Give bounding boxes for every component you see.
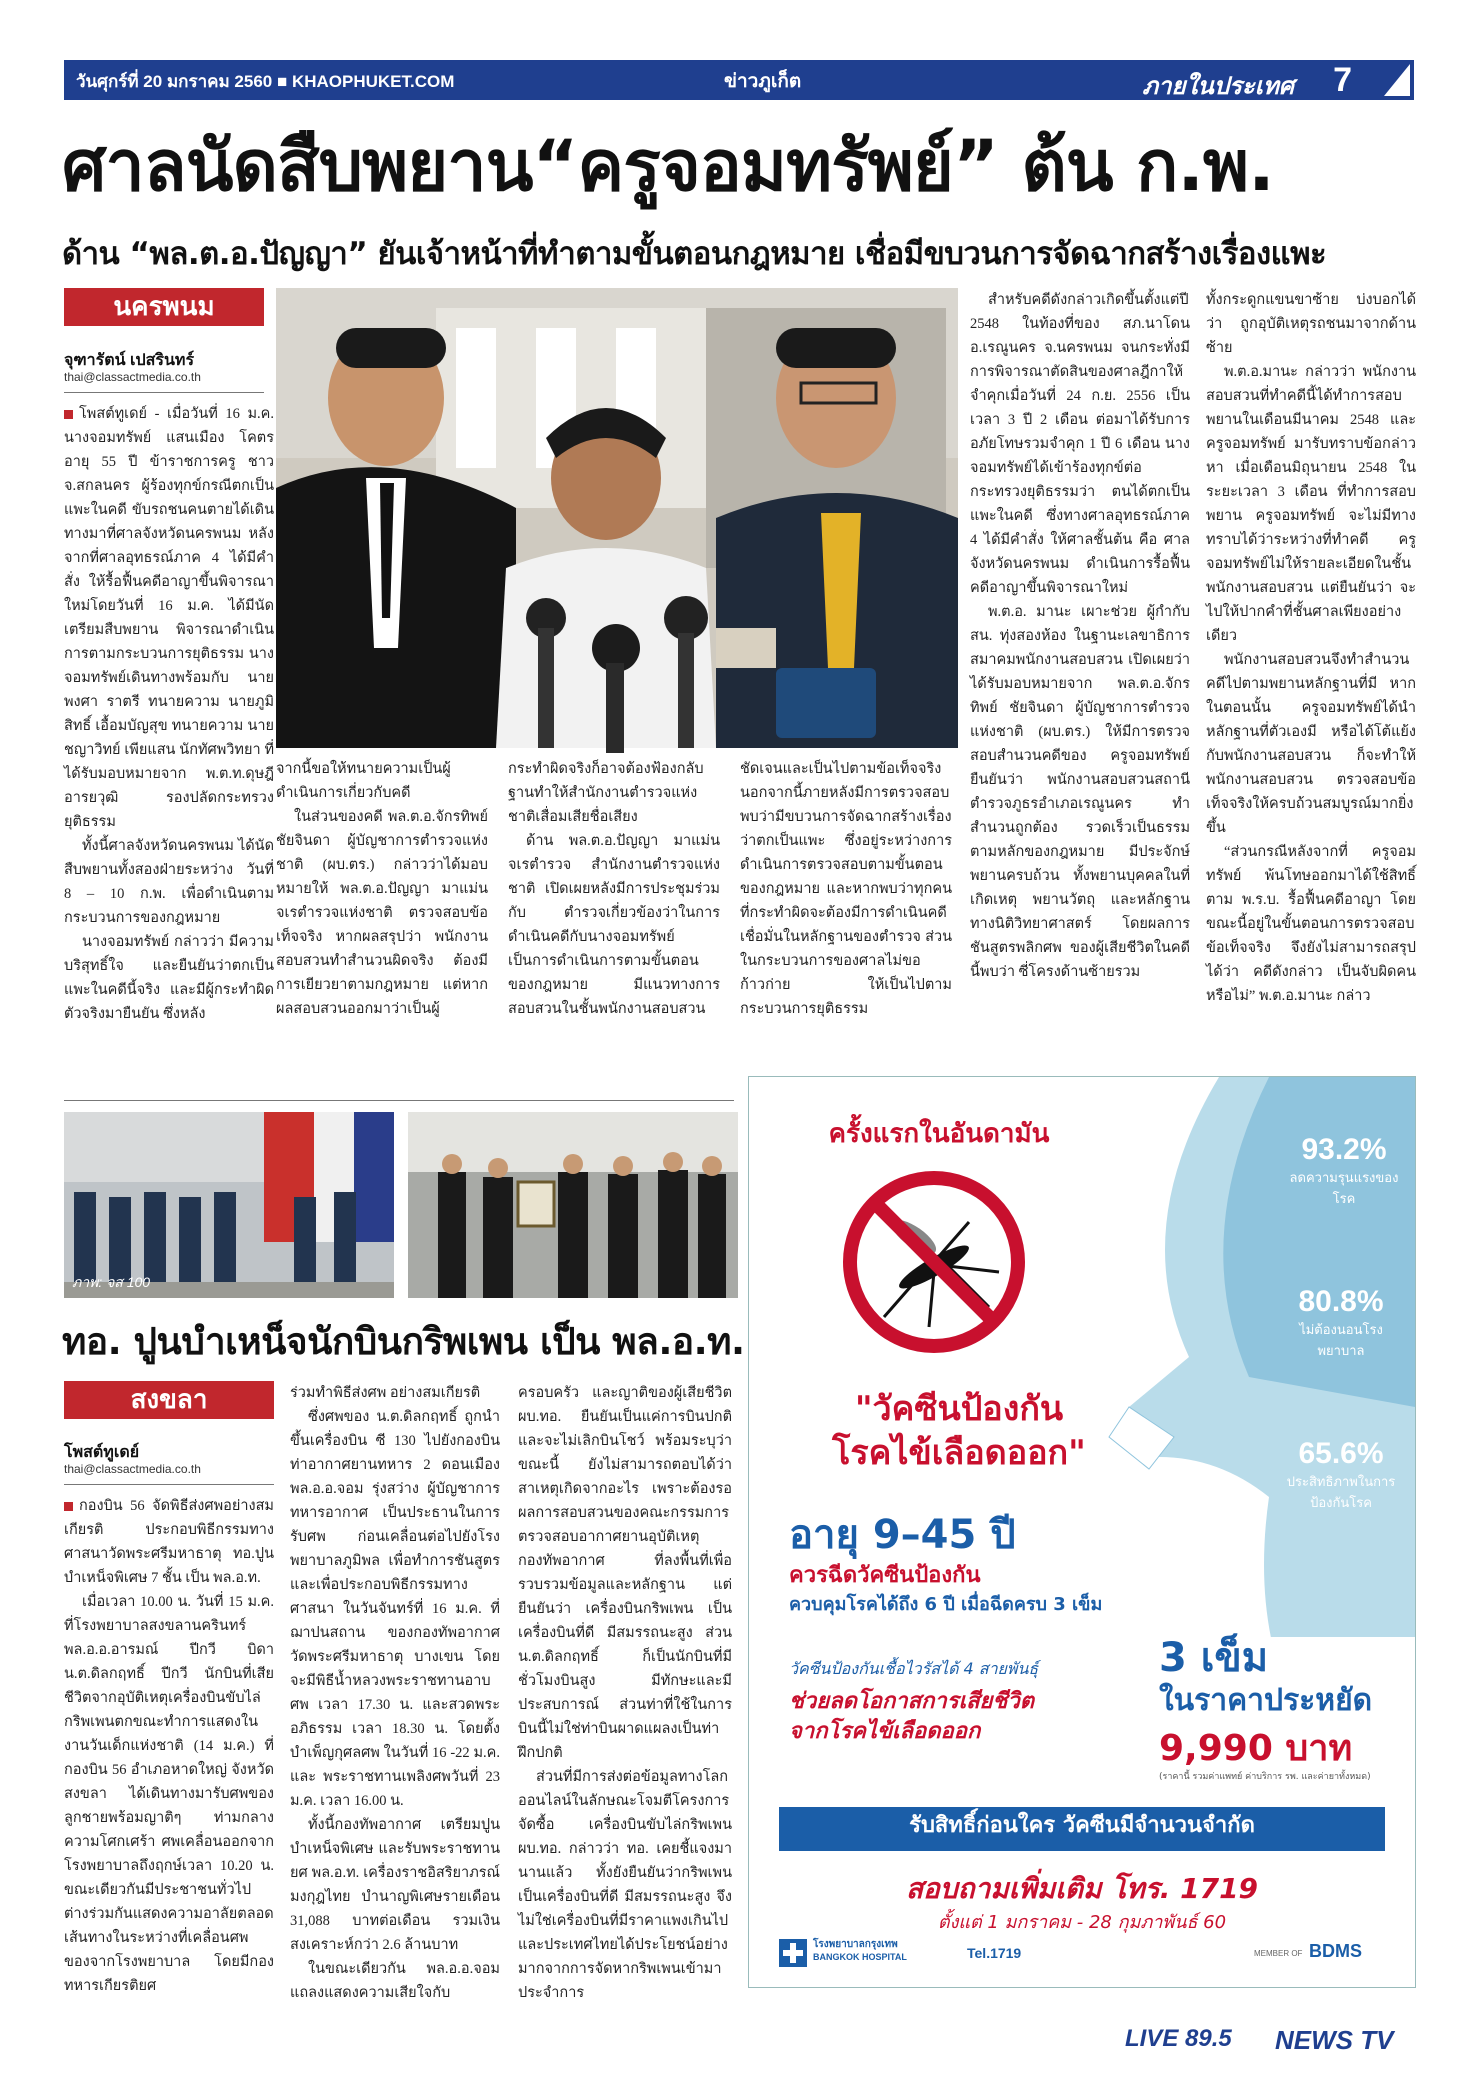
ad-contact: สอบถามเพิ่มเติม โทร. 1719 bbox=[905, 1872, 1259, 1905]
ad-stat-value: 93.2% bbox=[1301, 1133, 1387, 1166]
story1-column-3 bbox=[508, 757, 720, 1097]
corner-arrow-icon bbox=[1380, 60, 1414, 100]
bullet-square-icon bbox=[64, 410, 73, 419]
paragraph: ทั้งนี้กองทัพอากาศ เตรียมปูนบำเหน็จพิเศษ และรับพระราชทานยศ พล.อ.ท. เครื่องราชอิสริยาภรณ์ มงกุฎไทย บำนาญพิเศษรายเดือน 31,088 บาทต่อเดือน รวมเงินสงเคราะห์กว่า 2.6 ล้านบาท bbox=[290, 1817, 500, 1953]
ad-age: อายุ 9–45 ปี bbox=[789, 1512, 1016, 1558]
ad-hospital-th: โรงพยาบาลกรุงเทพ bbox=[813, 1939, 898, 1950]
paragraph: ทั้งกระดูกแขนขาซ้าย บ่งบอกได้ว่า ถูกอุบัติเหตุรถชนมาจากด้านซ้าย bbox=[1206, 292, 1416, 356]
story2-author: โพสต์ทูเดย์ bbox=[64, 1444, 140, 1461]
ad-note-3: จากโรคไข้เลือดออก bbox=[789, 1719, 981, 1744]
story1-author: จุฑารัตน์ เปสรินทร์ bbox=[64, 352, 195, 369]
ad-stat-value: 65.6% bbox=[1298, 1437, 1384, 1470]
paragraph: พนักงานสอบสวนจึงทำสำนวนคดีไปตามพยานหลักฐานที่มี หากในตอนนั้น ครูจอมทรัพย์ได้นำหลักฐานที่ตัวเองมี หรือได้โต้แย้งกับพนักงานสอบสวน ก็จะทำให้พนักงานสอบสวน ตรวจสอบข้อเท็จจริงให้ครบถ้วนสมบูรณ์มากยิ่งขึ้น bbox=[1206, 652, 1416, 836]
news-photo-honor-guard bbox=[64, 1112, 394, 1298]
story2-headline: ทอ. ปูนบำเหน็จนักบินกริพเพน เป็น พล.อ.ท. bbox=[62, 1320, 745, 1363]
hospital-logo-icon bbox=[779, 1939, 807, 1967]
paragraph: กระทำผิดจริงก็อาจต้องฟ้องกลับ ฐานทำให้สำนักงานตำรวจแห่งชาติเสื่อมเสียชื่อเสียง bbox=[508, 761, 704, 825]
header-logo: ข่าวภูเก็ต bbox=[724, 71, 802, 92]
paragraph: ทั้งนี้ศาลจังหวัดนครพนม ได้นัดสืบพยานทั้งสองฝ่ายระหว่าง วันที่ 8 – 10 ก.พ. เพื่อดำเนินตามกระบวนการของกฎหมาย bbox=[64, 838, 274, 926]
paragraph: นางจอมทรัพย์ กล่าวว่า มีความบริสุทธิ์ใจ และยืนยันว่าตกเป็นแพะในคดีนี้จริง และมีผู้กระทำผิดตัวจริงมายืนยัน ซึ่งหลัง bbox=[64, 934, 274, 1022]
news-photo-press-interview bbox=[276, 288, 958, 748]
paragraph: ชัดเจนและเป็นไปตามข้อเท็จจริง นอกจากนี้ภายหลังมีการตรวจสอบ พบว่ามีขบวนการจัดฉากสร้างเรื่องว่าตกเป็นแพะ ซึ่งอยู่ระหว่างการดำเนินการตรวจสอบตามขั้นตอนของกฎหมาย และหากพบว่าทุกคนที่กระทำผิดจะต้องมีการดำเนินคดี เชื่อมั่นในหลักฐานของตำรวจ ส่วนในกระบวนการของศาลไม่ขอก้าวก่าย ให้เป็นไปตามกระบวนการยุติธรรม bbox=[740, 761, 952, 1017]
photo-credit: ภาพ: จส 100 bbox=[72, 1274, 151, 1290]
ad-title-line1: "วัคซีนป้องกัน bbox=[854, 1389, 1064, 1429]
ad-stat bbox=[1284, 1133, 1404, 1209]
footer-radio-logo: LIVE 89.5 bbox=[1125, 2025, 1232, 2052]
story1-column-6 bbox=[1206, 288, 1416, 1098]
ad-title-line2: โรคไข้เลือดออก" bbox=[832, 1433, 1086, 1473]
story1-column-1 bbox=[64, 402, 274, 1102]
section-divider bbox=[64, 1100, 734, 1101]
paragraph: ด้าน พล.ต.อ.ปัญญา มาแม่น จเรตำรวจ สำนักงานตำรวจแห่งชาติ เปิดเผยหลังมีการประชุมร่วมกับ ตำรวจเกี่ยวข้องว่าในการดำเนินคดีกับนางจอมทรัพย์ เป็นการดำเนินการตามขั้นตอนของกฎหมาย มีแนวทางการสอบสวนในชั้นพนักงานสอบสวน bbox=[508, 833, 720, 1017]
ad-banner: รับสิทธิ์ก่อนใคร วัคซีนมีจำนวนจำกัด bbox=[779, 1807, 1385, 1851]
story2-location-label: สงขลา bbox=[64, 1381, 274, 1419]
paragraph: จากนี้ขอให้ทนายความเป็นผู้ดำเนินการเกี่ยวกับคดี bbox=[276, 761, 451, 801]
story1-column-2 bbox=[276, 757, 488, 1097]
ad-title bbox=[779, 1387, 1139, 1475]
paragraph: ร่วมทำพิธีส่งศพ อย่างสมเกียรติ bbox=[290, 1385, 481, 1401]
ad-doses: 3 เข็ม bbox=[1159, 1635, 1269, 1681]
story1-email: thai@classactmedia.co.th bbox=[64, 370, 201, 384]
paragraph: พ.ต.อ.มานะ กล่าวว่า พนักงานสอบสวนที่ทำคดีนี้ได้ทำการสอบพยานในเดือนมีนาคม 2548 และ ครูจอมทรัพย์ มารับทราบข้อกล่าวหา เมื่อเดือนมิถุนายน 2548 ในระยะเวลา 3 เดือน ที่ทำการสอบพยาน ครูจอมทรัพย์ จะไม่มีทางทราบได้ว่าระหว่างที่ทำคดี ครูจอมทรัพย์ไม่ให้รายละเอียดในชั้นพนักงานสอบสวน แต่ยืนยันว่า จะไปให้ปากคำที่ชั้นศาลเพียงอย่างเดียว bbox=[1206, 364, 1416, 644]
story1-column-5 bbox=[970, 288, 1190, 1098]
story2-column-3 bbox=[518, 1381, 732, 2001]
ad-stat-label: ไม่ต้องนอนโรงพยาบาล bbox=[1299, 1323, 1383, 1359]
paragraph: ในขณะเดียวกัน พล.อ.อ.จอม แถลงแสดงความเสียใจกับ bbox=[290, 1961, 500, 2001]
story1-column-4 bbox=[740, 757, 952, 1097]
ad-price: 9,990 บาท bbox=[1159, 1728, 1353, 1769]
ad-stat-value: 80.8% bbox=[1298, 1285, 1384, 1318]
paragraph: พ.ต.อ. มานะ เผาะช่วย ผู้กำกับ สน. ทุ่งสองห้อง ในฐานะเลขาธิการสมาคมพนักงานสอบสวน เปิดเผยว่า ได้รับมอบหมายจาก พล.ต.อ.จักรทิพย์ ชัยจินดา ผู้บัญชาการตำรวจแห่งชาติ (ผบ.ตร.) ให้มีการตรวจสอบสำนวนคดีของ ครูจอมทรัพย์ ยืนยันว่า พนักงานสอบสวนสถานีตำรวจภูธรอำเภอเรณูนคร ทำสำนวนถูกต้อง รวดเร็วเป็นธรรมตามหลักของกฎหมาย มีประจักษ์พยานครบถ้วน ทั้งพยานบุคคลในที่เกิดเหตุ พยานวัตถุ และหลักฐานทางนิติวิทยาศาสตร์ โดยผลการชันสูตรพลิกศพ ของผู้เสียชีวิตในคดีนี้พบว่า ซี่โครงด้านซ้ายรวม bbox=[970, 604, 1190, 980]
ad-hospital-en: BANGKOK HOSPITAL bbox=[813, 1952, 907, 1962]
paragraph: กองบิน 56 จัดพิธีส่งศพอย่างสมเกียรติ ประกอบพิธีกรรมทางศาสนาวัดพระศรีมหาธาตุ ทอ.ปูนบำเหน็จพิเศษ 7 ชั้น เป็น พล.อ.ท. bbox=[64, 1498, 274, 1586]
paragraph: โพสต์ทูเดย์ - เมื่อวันที่ 16 ม.ค. นางจอมทรัพย์ แสนเมือง โคตร อายุ 55 ปี ข้าราชการครู ชาว จ.สกลนคร ผู้ร้องทุกข์กรณีตกเป็นแพะในคดี ขับรถชนคนตายได้เดินทางมาที่ศาลจังหวัดนครพนม หลังจากที่ศาลอุทธรณ์ภาค 4 ได้มีคำสั่ง ให้รื้อฟื้นคดีอาญาขึ้นพิจารณาใหม่โดยวันที่ 16 ม.ค. ได้มีนัดเตรียมสืบพยาน พิจารณาดำเนินการตามกระบวนการยุติธรรม นางจอมทรัพย์เดินทางพร้อมกับ นายพงศา ราตรี ทนายความ นายภูมิสิทธิ์ เอื้อมบัญสุข ทนายความ นายชญาวิทย์ เพียแสน นักทัศพวิทยา ที่ได้รับมอบหมายจาก พ.ต.ท.ดุษฎี อารยวุฒิ รองปลัดกระทรวงยุติธรรม bbox=[64, 406, 274, 830]
story1-location-label: นครพนม bbox=[64, 288, 264, 326]
footer-tv-logo: NEWS TV bbox=[1275, 2025, 1394, 2055]
paragraph: ในส่วนของคดี พล.ต.อ.จักรทิพย์ ชัยจินดา ผู้บัญชาการตำรวจแห่งชาติ (ผบ.ตร.) กล่าวว่าได้มอบหมายให้ พล.ต.อ.ปัญญา มาแม่น จเรตำรวจแห่งชาติ ตรวจสอบข้อเท็จจริง หากผลสรุปว่า พนักงานสอบสวนทำสำนวนผิดจริง ต้องมีการเยียวยาตามกฎหมาย แต่หากผลสอบสวนออกมาว่าเป็นผู้ bbox=[276, 809, 488, 1017]
ad-member-label: MEMBER OF bbox=[1254, 1949, 1303, 1958]
divider bbox=[64, 392, 264, 393]
paragraph: ครอบครัว และญาติของผู้เสียชีวิต ผบ.ทอ. ยืนยันเป็นแค่การบินปกติและจะไม่เลิกบินโชว์ พร้อมระบุว่าขณะนี้ ยังไม่สามารถตอบได้ว่าสาเหตุเกิดจากอะไร เพราะต้องรอผลการสอบสวนของคณะกรรมการตรวจสอบอากาศยานอุบัติเหตุกองทัพอากาศ ที่ลงพื้นที่เพื่อรวบรวมข้อมูลและหลักฐาน แต่ยืนยันว่า เครื่องบินกริพเพน เป็นเครื่องบินที่ดี มีสมรรถนะสูง ส่วน น.ต.ดิลกฤทธิ์ ก็เป็นนักบินที่มีชั่วโมงบินสูง มีทักษะและมีประสบการณ์ ส่วนท่าที่ใช้ในการบินนี้ไม่ใช่ท่าบินผาดแผลงเป็นท่าฝึกปกติ bbox=[518, 1385, 732, 1761]
story2-email: thai@classactmedia.co.th bbox=[64, 1462, 201, 1476]
vaccine-advertisement bbox=[748, 1076, 1416, 1988]
ad-stat-label: ประสิทธิภาพในการป้องกันโรค bbox=[1286, 1475, 1396, 1511]
ad-stat bbox=[1277, 1437, 1405, 1513]
story2-column-2 bbox=[290, 1381, 500, 2001]
ad-member-brand: BDMS bbox=[1309, 1941, 1362, 1961]
news-photo-mourners bbox=[408, 1112, 738, 1298]
ad-age-sub: ควรฉีดวัคซีนป้องกัน bbox=[789, 1563, 981, 1588]
ad-note-2: ช่วยลดโอกาสการเสียชีวิต bbox=[789, 1689, 1034, 1714]
ad-period: ตั้งแต่ 1 มกราคม - 28 กุมภาพันธ์ 60 bbox=[937, 1912, 1227, 1933]
paragraph: เมื่อเวลา 10.00 น. วันที่ 15 ม.ค. ที่โรงพยาบาลสงขลานครินทร์ พล.อ.อ.อารมณ์ ปีกวี บิดา น.ต.ดิลกฤทธิ์ ปีกวี นักบินที่เสียชีวิตจากอุบัติเหตุเครื่องบินขับไล่กริพเพนตกขณะทำการแสดงในงานวันเด็กแห่งชาติ (14 ม.ค.) ที่กองบิน 56 อำเภอหาดใหญ่ จังหวัดสงขลา ได้เดินทางมารับศพของลูกชายพร้อมญาติๆ ท่ามกลางความโศกเศร้า ศพเคลื่อนออกจากโรงพยาบาลถึงฤกษ์เวลา 10.20 น. ขณะเดียวกันมีประชาชนทั่วไปต่างร่วมกันแสดงความอาลัยตลอดเส้นทางในระหว่างที่เคลื่อนศพของจากโรงพยาบาล โดยมีกองทหารเกียรติยศ bbox=[64, 1594, 274, 1994]
paragraph: ส่วนที่มีการส่งต่อข้อมูลทางโลกออนไลน์ในลักษณะโจมตีโครงการจัดซื้อ เครื่องบินขับไล่กริพเพน ผบ.ทอ. กล่าวว่า ทอ. เคยชี้แจงมานานแล้ว ทั้งยังยืนยันว่ากริพเพนเป็นเครื่องบินที่ดี มีสมรรถนะสูง จึงไม่ใช่เครื่องบินที่มีราคาแพงเกินไป และประเทศไทยได้ประโยชน์อย่างมากจากการจัดหากริพเพนเข้ามาประจำการ bbox=[518, 1769, 732, 2001]
bullet-square-icon bbox=[64, 1502, 73, 1511]
ad-stat-label: ลดความรุนแรงของโรค bbox=[1289, 1171, 1399, 1207]
header-date-site: วันศุกร์ที่ 20 มกราคม 2560 ■ KHAOPHUKET.COM bbox=[76, 72, 455, 91]
ad-tagline: ครั้งแรกในอันดามัน bbox=[828, 1119, 1050, 1149]
story1-subhead: ด้าน “พล.ต.อ.ปัญญา” ยันเจ้าหน้าที่ทำตามขั้นตอนกฎหมาย เชื่อมีขบวนการจัดฉากสร้างเรื่องแพะ bbox=[62, 236, 1327, 272]
ad-stat bbox=[1277, 1285, 1405, 1361]
no-mosquito-icon bbox=[839, 1167, 1029, 1357]
header-page-number: 7 bbox=[1333, 61, 1352, 99]
divider bbox=[64, 1484, 274, 1485]
page-header-bar bbox=[64, 60, 1414, 100]
paragraph: สำหรับคดีดังกล่าวเกิดขึ้นตั้งแต่ปี 2548 ในท้องที่ของ สภ.นาโดน อ.เรณูนคร จ.นครพนม จนกระทั่งมีการพิจารณาตัดสินของศาลฎีกาให้จำคุกเมื่อวันที่ 24 ก.ย. 2556 เป็นเวลา 3 ปี 2 เดือน ต่อมาได้รับการอภัยโทษรวมจำคุก 1 ปี 6 เดือน นางจอมทรัพย์ได้เข้าร้องทุกข์ต่อกระทรวงยุติธรรมว่า ตนได้ตกเป็นแพะในคดี ซึ่งทางศาลอุทธรณ์ภาค 4 ได้มีคำสั่ง ให้ศาลชั้นต้น คือ ศาลจังหวัดนครพนม ดำเนินการรื้อฟื้นคดีอาญาขึ้นพิจารณาใหม่ bbox=[970, 292, 1190, 596]
header-section: ภายในประเทศ bbox=[1142, 73, 1294, 100]
ad-price-label: ในราคาประหยัด bbox=[1159, 1683, 1373, 1718]
paragraph: “ส่วนกรณีหลังจากที่ ครูจอมทรัพย์ พ้นโทษออกมาได้ใช้สิทธิ์ตาม พ.ร.บ. รื้อฟื้นคดีอาญา โดยขณะนี้อยู่ในขั้นตอนการตรวจสอบข้อเท็จจริง จึงยังไม่สามารถสรุปได้ว่า คดีดังกล่าว เป็นจับผิดคนหรือไม่” พ.ต.อ.มานะ กล่าว bbox=[1206, 844, 1416, 1004]
story1-headline: ศาลนัดสืบพยาน“ครูจอมทรัพย์” ต้น ก.พ. bbox=[62, 125, 1274, 207]
paragraph: ซึ่งศพของ น.ต.ดิลกฤทธิ์ ถูกนำขึ้นเครื่องบิน ซี 130 ไปยังกองบินท่าอากาศยานทหาร 2 ดอนเมือง พล.อ.อ.จอม รุ่งสว่าง ผู้บัญชาการทหารอากาศ เป็นประธานในการรับศพ ก่อนเคลื่อนต่อไปยังโรงพยาบาลภูมิพล เพื่อทำการชันสูตร และเพื่อประกอบพิธีกรรมทางศาสนา ในวันจันทร์ที่ 16 ม.ค. ที่ฌาปนสถาน ของกองทัพอากาศ วัดพระศรีมหาธาตุ บางเขน โดยจะมีพิธีน้ำหลวงพระราชทานอาบศพ เวลา 17.30 น. และสวดพระอภิธรรม เวลา 18.30 น. โดยตั้งบำเพ็ญกุศลศพ ในวันที่ 16 -22 ม.ค. และ พระราชทานเพลิงศพวันที่ 23 ม.ค. เวลา 16.00 น. bbox=[290, 1409, 500, 1809]
ad-note-1: วัคซีนป้องกันเชื้อไวรัสได้ 4 สายพันธุ์ bbox=[789, 1659, 1039, 1678]
ad-tel: Tel.1719 bbox=[967, 1945, 1022, 1961]
ad-fine-print: (ราคานี้ รวมค่าแพทย์ ค่าบริการ รพ. และค่ายาทั้งหมด) bbox=[1159, 1772, 1371, 1782]
story2-column-1 bbox=[64, 1494, 274, 1994]
ad-age-sub2: ควบคุมโรคได้ถึง 6 ปี เมื่อฉีดครบ 3 เข็ม bbox=[789, 1594, 1103, 1615]
